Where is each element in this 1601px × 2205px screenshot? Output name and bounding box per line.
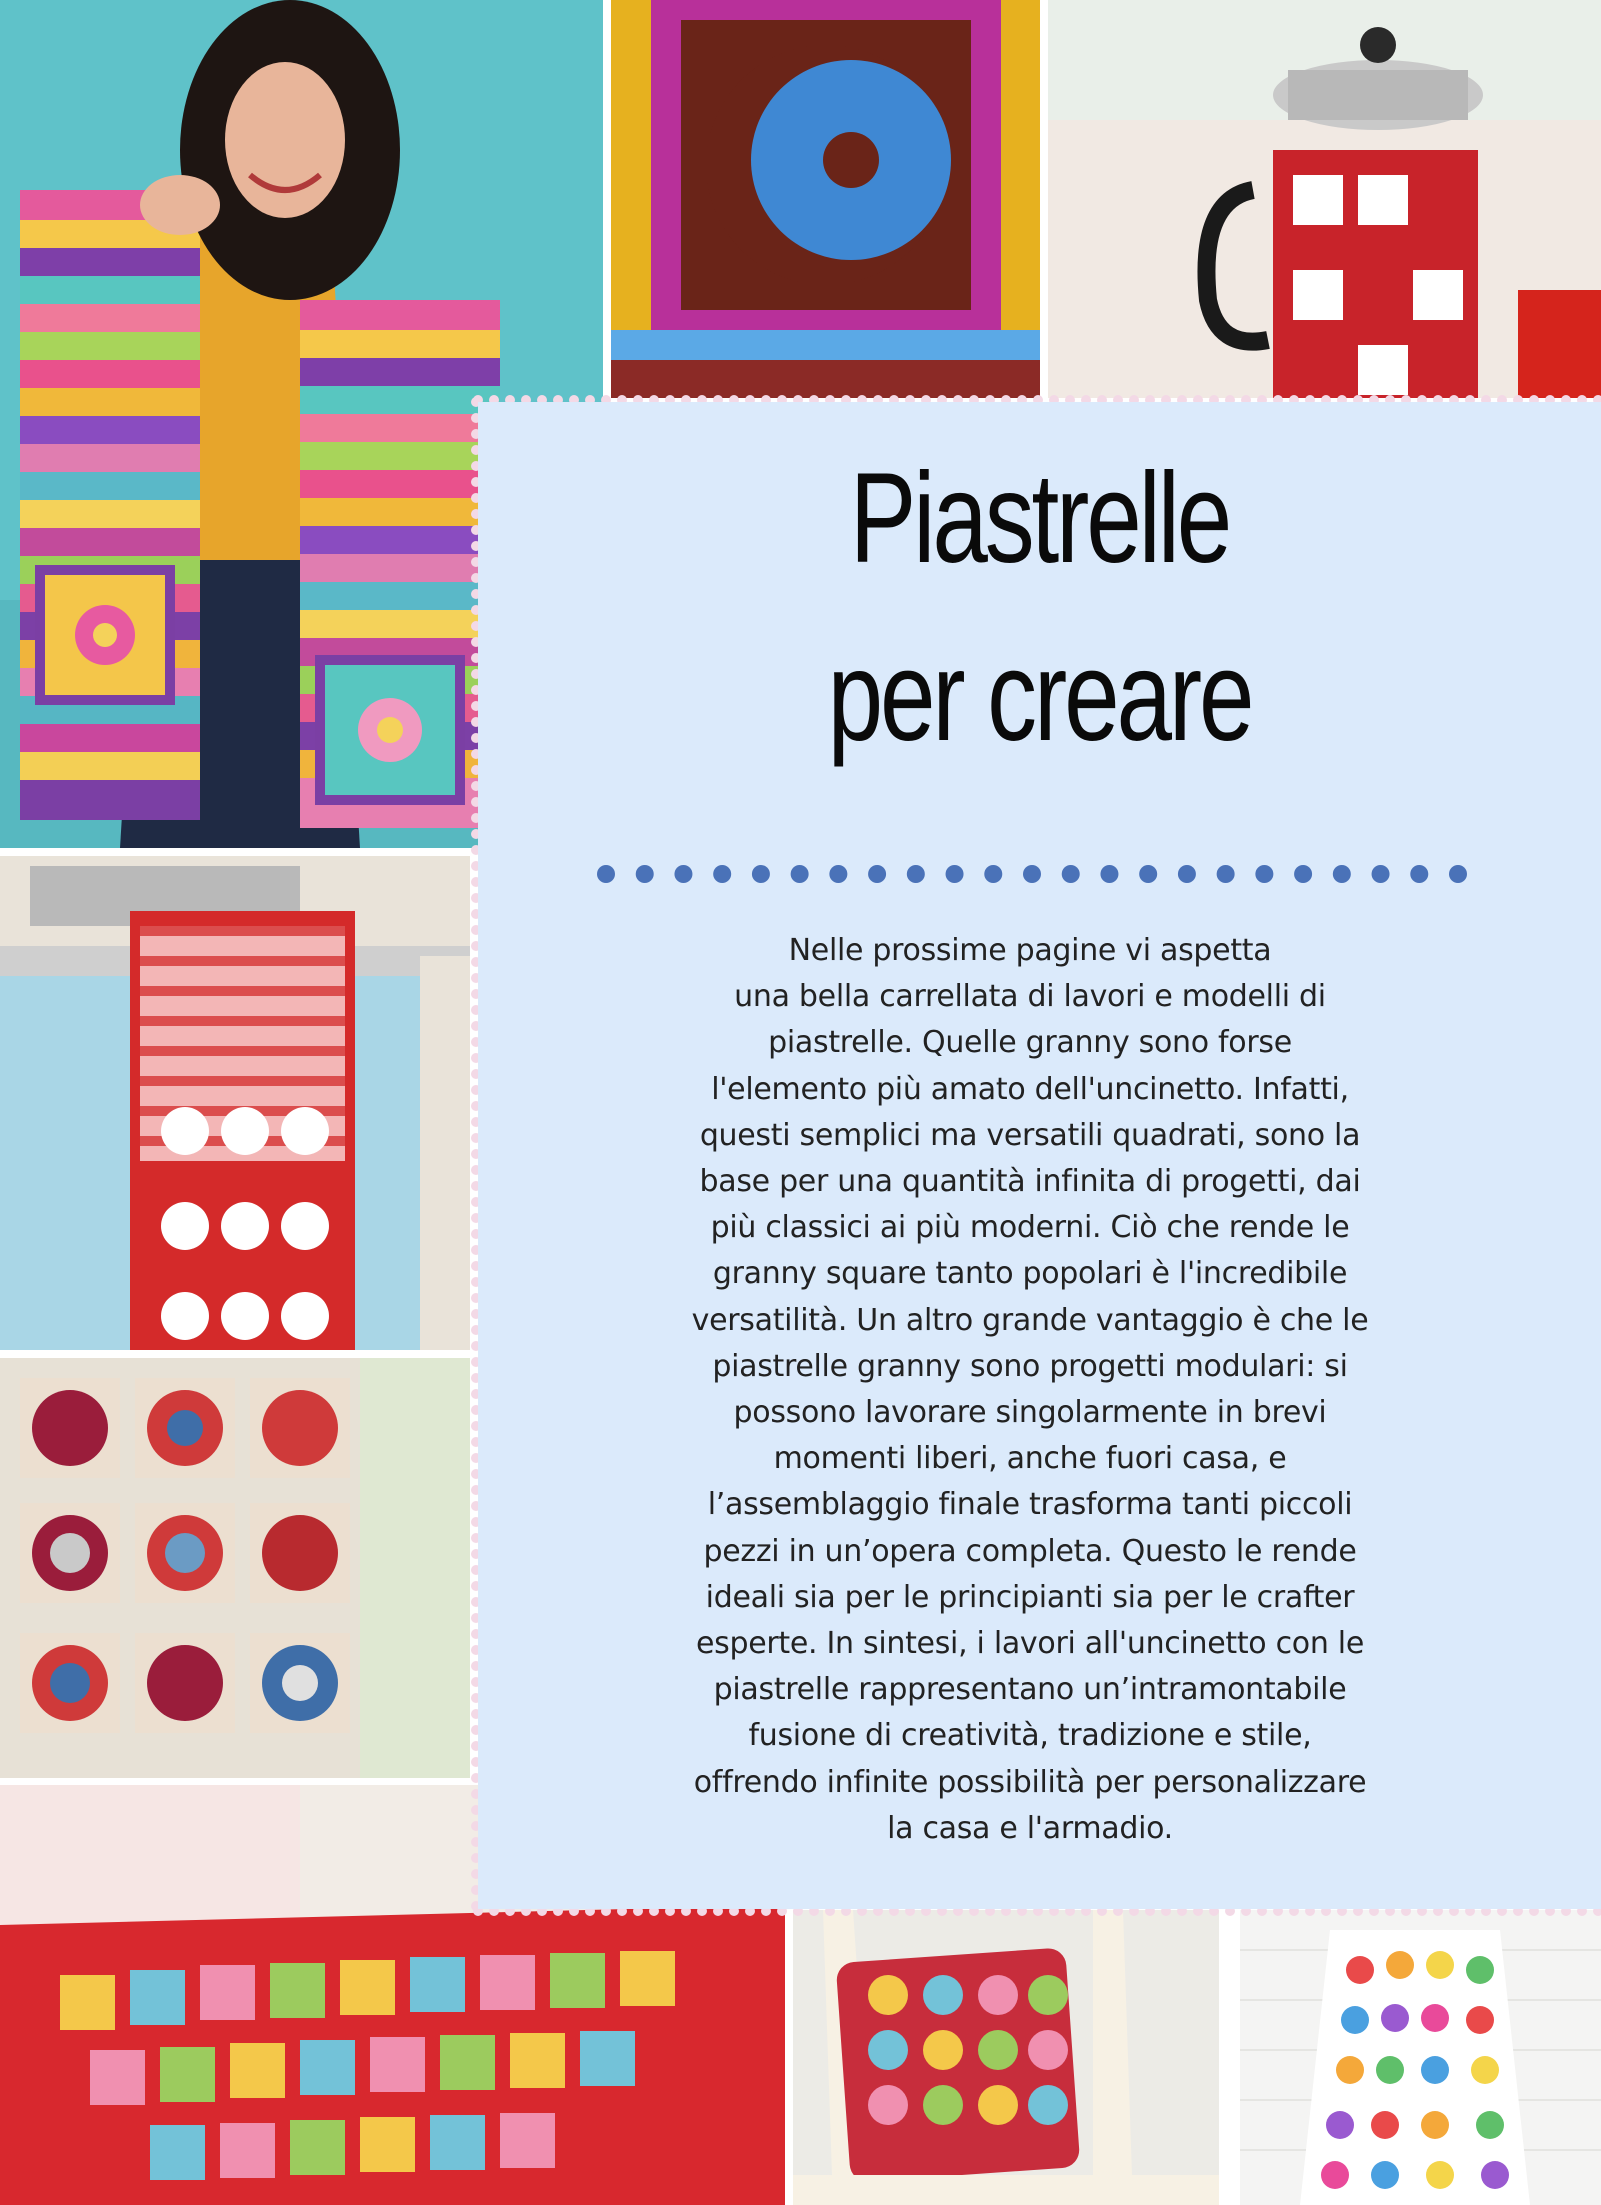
granny-blanket-photo: [0, 1358, 470, 1778]
divider-dot: [1410, 865, 1428, 883]
french-press-cosy-photo: [1048, 0, 1601, 398]
divider-dot: [752, 865, 770, 883]
body-line: fusione di creatività, tradizione e stile,: [748, 1718, 1312, 1754]
body-line: l’assemblaggio finale trasforma tanti piccoli: [707, 1487, 1353, 1523]
title-line-1: Piastrelle: [849, 447, 1230, 590]
body-line: piastrelle rappresentano un’intramontabile: [713, 1672, 1347, 1708]
body-line: base per una quantità infinita di progetti, dai: [699, 1164, 1361, 1200]
body-line: versatilità. Un altro grande vantaggio è che le: [691, 1302, 1369, 1338]
divider-dot: [791, 865, 809, 883]
divider-dot: [1100, 865, 1118, 883]
body-line: granny square tanto popolari è l'incredibile: [712, 1256, 1348, 1292]
body-line: pezzi in un’opera completa. Questo le rende: [703, 1533, 1357, 1569]
article-body: [600, 928, 1460, 1852]
page-title: [602, 430, 1478, 786]
divider-dot: [1294, 865, 1312, 883]
divider-dot: [829, 865, 847, 883]
divider-dot: [1333, 865, 1351, 883]
body-line: momenti liberi, anche fuori casa, e: [773, 1441, 1287, 1477]
body-line: l'elemento più amato dell'uncinetto. Infatti,: [711, 1071, 1349, 1107]
divider-dot: [1023, 865, 1041, 883]
divider-dot: [1178, 865, 1196, 883]
divider-dot: [1372, 865, 1390, 883]
divider-dot: [597, 865, 615, 883]
divider-dot: [868, 865, 886, 883]
divider-dot: [1062, 865, 1080, 883]
body-line: Nelle prossime pagine vi aspetta: [788, 933, 1272, 968]
cushion-photo: [793, 1910, 1219, 2205]
body-line: esperte. In sintesi, i lavori all'uncinetto con le: [696, 1626, 1364, 1662]
body-line: offrendo infinite possibilità per personalizzare: [693, 1764, 1367, 1800]
divider-dot: [946, 865, 964, 883]
body-line: piastrelle granny sono progetti modulari: si: [712, 1348, 1348, 1384]
body-line: una bella carrellata di lavori e modelli di: [734, 979, 1326, 1015]
title-line-2: per creare: [827, 625, 1252, 768]
divider-dot: [907, 865, 925, 883]
body-line: più classici ai più moderni. Ciò che rende le: [710, 1210, 1350, 1246]
divider-dot: [636, 865, 654, 883]
divider-dot: [674, 865, 692, 883]
divider-dot: [1139, 865, 1157, 883]
body-line: piastrelle. Quelle granny sono forse: [768, 1025, 1292, 1061]
tea-towel-photo: [0, 856, 470, 1350]
divider-dot: [1217, 865, 1235, 883]
body-line: questi semplici ma versatili quadrati, sono la: [699, 1117, 1361, 1153]
granny-square-closeup-photo: [611, 0, 1040, 398]
rainbow-throw-photo: [1240, 1910, 1601, 2205]
body-line: ideali sia per le principianti sia per le crafter: [705, 1579, 1355, 1615]
divider-dot: [984, 865, 1002, 883]
divider-dot: [1449, 865, 1467, 883]
body-line: la casa e l'armadio.: [887, 1810, 1173, 1846]
dotted-divider: [596, 862, 1468, 886]
divider-dot: [1255, 865, 1273, 883]
divider-dot: [713, 865, 731, 883]
body-line: possono lavorare singolarmente in brevi: [733, 1395, 1327, 1431]
